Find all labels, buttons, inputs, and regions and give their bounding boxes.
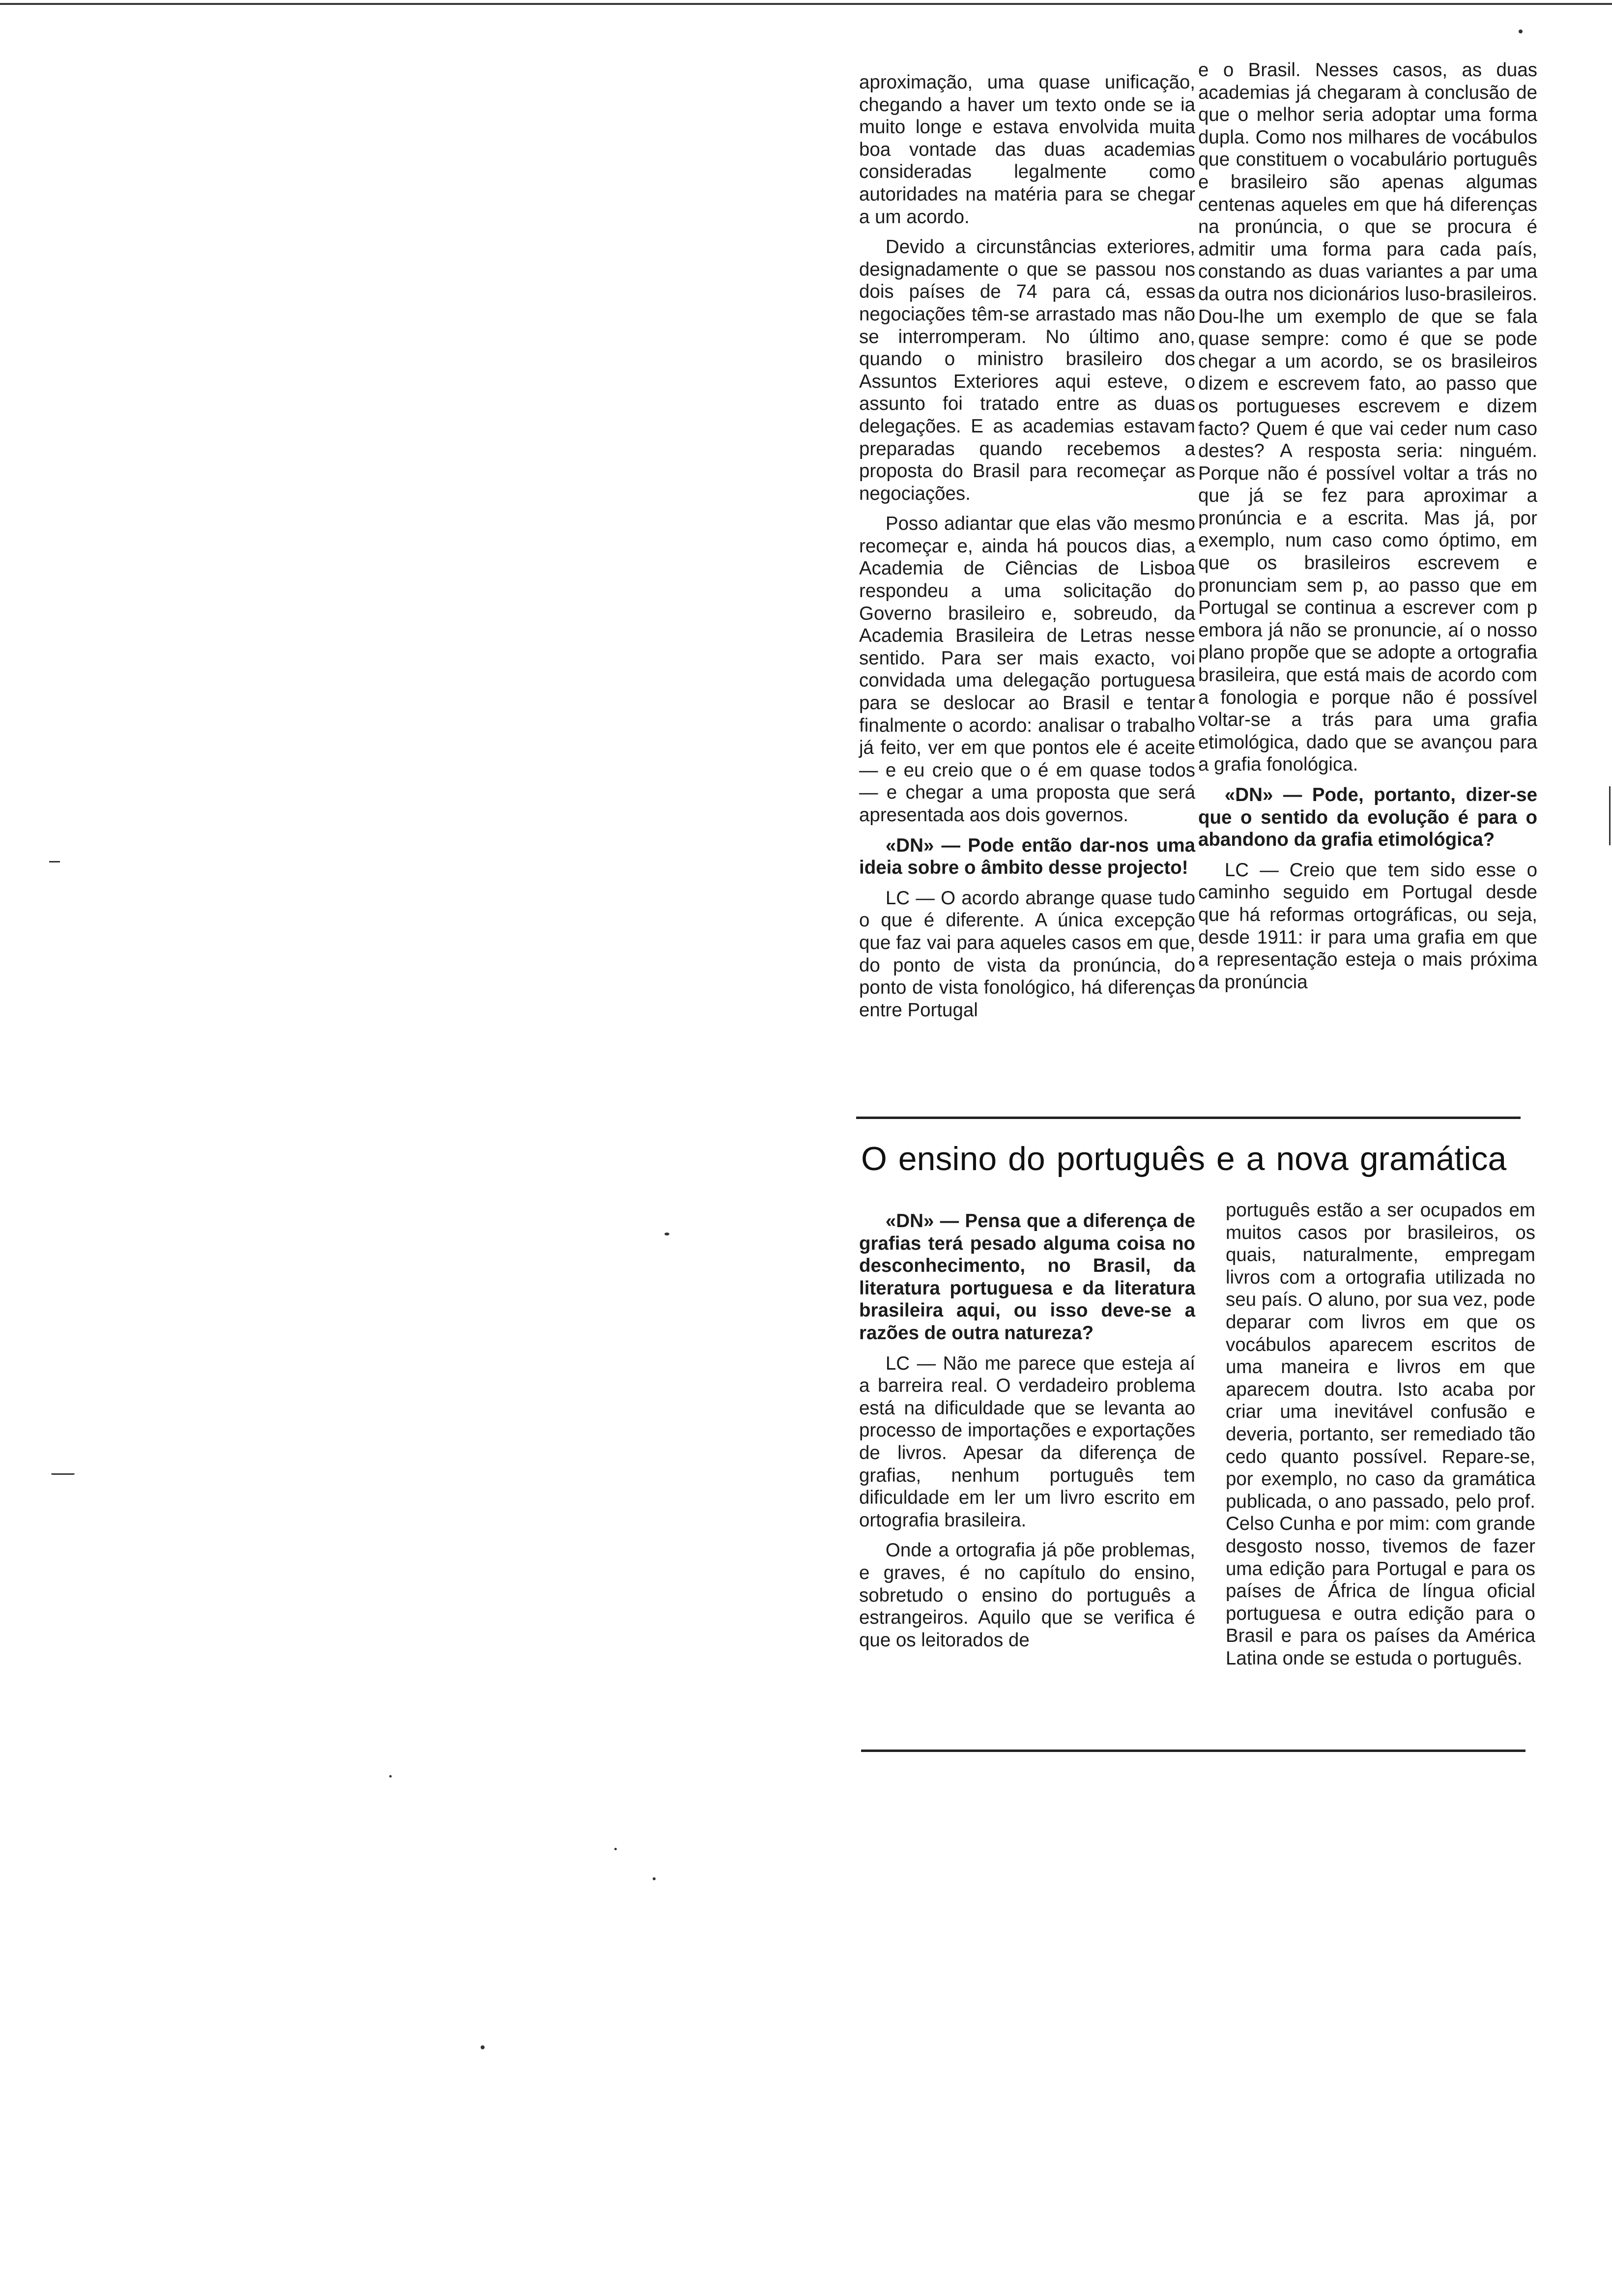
section-divider	[856, 1117, 1521, 1119]
article-bottom-right-column	[1226, 1199, 1535, 1677]
paragraph: LC — O acordo abrange quase tudo o que é diferente. A única excepção que faz vai para aqueles casos em que, do ponto de vista da pronúncia, do ponto de vista fonológico, há diferenças entre Portugal	[859, 887, 1195, 1021]
article-bottom-left-column	[859, 1210, 1195, 1659]
scan-speck	[653, 1877, 656, 1880]
paragraph: e o Brasil. Nesses casos, as duas academias já chegaram à conclusão de que o melhor seria adoptar uma forma dupla. Como nos milhares de vocábulos que constituem o vocabulário português e brasileiro são apenas algumas centenas aqueles em que há diferenças na pronúncia, o que se procura é admitir uma forma para cada país, constando as duas variantes a par uma da outra nos dicionários luso-brasileiros. Dou-lhe um exemplo de que se fala quase sempre: como é que se pode chegar a um acordo, se os brasileiros dizem e escrevem fato, ao passo que os portugueses escrevem e dizem facto? Quem é que vai ceder num caso destes? A resposta seria: ninguém. Porque não é possível voltar a trás no que já se fez para aproximar a pronúncia e a escrita. Mas já, por exemplo, num caso como óptimo, em que os brasileiros escrevem e pronunciam sem p, ao passo que em Portugal se continua a escrever com p embora já não se pronuncie, aí o nosso plano propõe que se adopte a ortografia brasileira, que está mais de acordo com a fonologia e porque não é possível voltar-se a trás para uma grafia etimológica, dado que se avançou para a grafia fonológica.	[1198, 59, 1537, 775]
scan-speck	[389, 1775, 392, 1778]
paragraph: Onde a ortografia já põe problemas, e graves, é no capítulo do ensino, sobretudo o ensino do português a estrangeiros. Aquilo que se verifica é que os leitorados de	[859, 1540, 1195, 1651]
paragraph: LC — Não me parece que esteja aí a barreira real. O verdadeiro problema está na dificuldade que se levanta ao processo de importações e exportações de livros. Apesar da diferença de grafias, nenhum português tem dificuldade em ler um livro escrito em ortografia brasileira.	[859, 1352, 1195, 1531]
section-headline: O ensino do português e a nova gramática	[861, 1140, 1507, 1177]
article-top-left-column	[859, 71, 1195, 1029]
paragraph: aproximação, uma quase unificação, chegando a haver um texto onde se ia muito longe e estava envolvida muita boa vontade das duas academias consideradas legalmente como autoridades na matéria para se chegar a um acordo.	[859, 72, 1195, 228]
scan-mark	[1609, 786, 1612, 845]
page-top-rule	[0, 3, 1612, 5]
scan-speck	[614, 1848, 617, 1850]
scan-mark	[49, 861, 60, 862]
paragraph: LC — Creio que tem sido esse o caminho seguido em Portugal desde que há reformas ortográficas, ou seja, desde 1911: ir para uma grafia em que a representação esteja o mais próxima da pronúncia	[1198, 859, 1537, 993]
paragraph: português estão a ser ocupados em muitos casos por brasileiros, os quais, naturalmente, empregam livros com a ortografia utilizada no seu país. O aluno, por sua vez, pode deparar com livros em que os vocábulos aparecem escritos de uma maneira e livros em que aparecem doutra. Isto acaba por criar uma inevitável confusão e deveria, portanto, ser remediado tão cedo quanto possível. Repare-se, por exemplo, no caso da gramática publicada, o ano passado, pelo prof. Celso Cunha e por mim: com grande desgosto nosso, tivemos de fazer uma edição para Portugal e para os países de África de língua oficial portuguesa e outra edição para o Brasil e para os países da América Latina onde se estuda o português.	[1226, 1200, 1535, 1669]
scan-speck	[1519, 29, 1523, 33]
article-top-right-column	[1198, 59, 1537, 1001]
interviewer-question: «DN» — Pensa que a diferença de grafias terá pesado alguma coisa no desconhecimento, no Brasil, da literatura portuguesa e da literatura brasileira aqui, ou isso deve-se a razões de outra natureza?	[859, 1210, 1195, 1344]
paragraph: Posso adiantar que elas vão mesmo recomeçar e, ainda há poucos dias, a Academia de Ciências de Lisboa respondeu a uma solicitação do Governo brasileiro e, sobreudo, da Academia Brasileira de Letras nesse sentido. Para ser mais exacto, voi convidada uma delegação portuguesa para se deslocar ao Brasil e tentar finalmente o acordo: analisar o trabalho já feito, ver em que pontos ele é aceite — e eu creio que o é em quase todos — e chegar a uma proposta que será apresentada aos dois governos.	[859, 513, 1195, 826]
scan-speck	[664, 1233, 669, 1235]
interviewer-question: «DN» — Pode então dar-nos uma ideia sobre o âmbito desse projecto!	[859, 834, 1195, 879]
interviewer-question: «DN» — Pode, portanto, dizer-se que o sentido da evolução é para o abandono da grafia etimológica?	[1198, 784, 1537, 851]
scan-mark	[51, 1473, 75, 1475]
article-end-rule	[861, 1750, 1526, 1752]
paragraph: Devido a circunstâncias exteriores, designadamente o que se passou nos dois países de 74 para cá, essas negociações têm-se arrastado mas não se interromperam. No último ano, quando o ministro brasileiro dos Assuntos Exteriores aqui esteve, o assunto foi tratado entre as duas delegações. E as academias estavam preparadas quando recebemos a proposta do Brasil para recomeçar as negociações.	[859, 236, 1195, 504]
scan-speck	[481, 2045, 485, 2049]
